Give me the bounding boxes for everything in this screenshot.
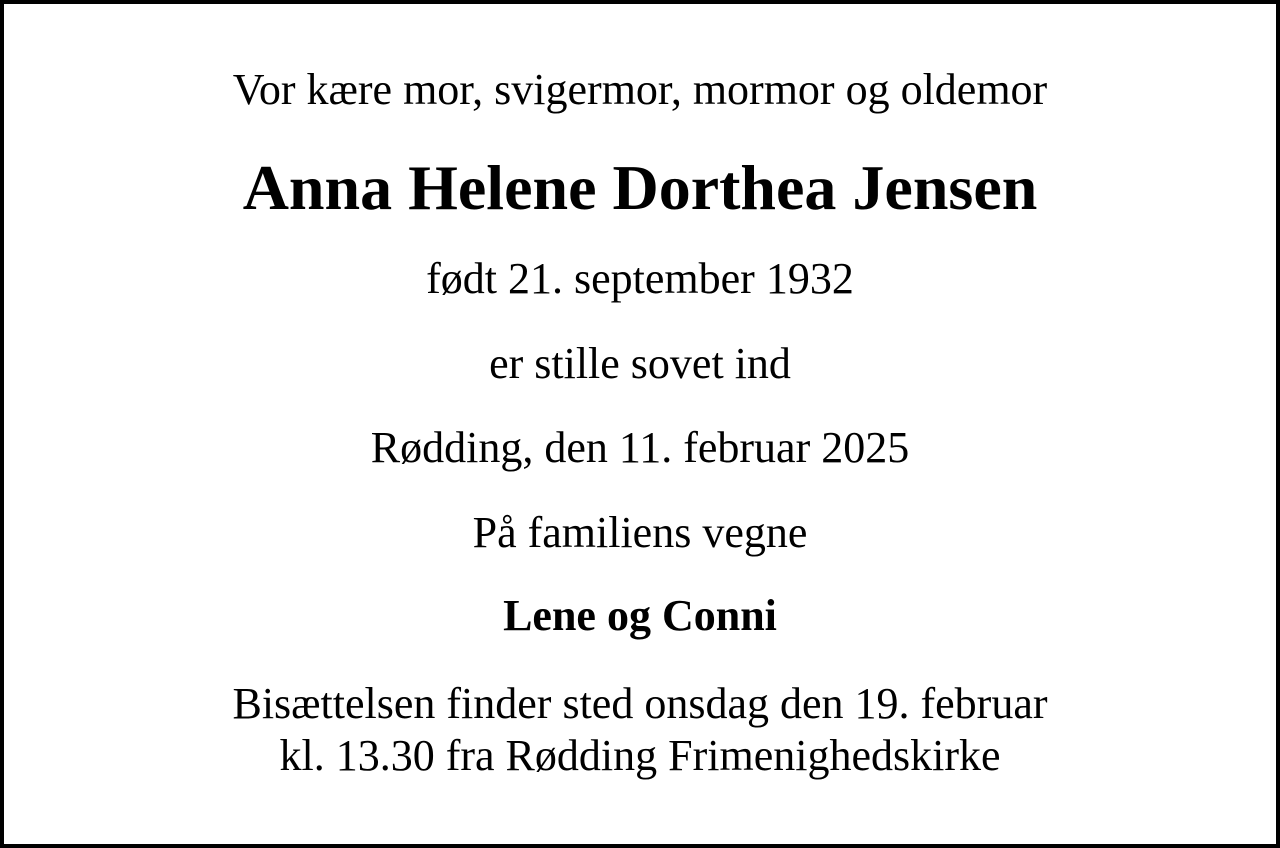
place-date-text: Rødding, den 11. februar 2025 [370, 423, 910, 472]
funeral-line-2: kl. 13.30 fra Rødding Frimenighedskirke [279, 730, 1001, 780]
deceased-name: Anna Helene Dorthea Jensen [242, 152, 1038, 223]
birth-date-text: født 21. september 1932 [426, 254, 854, 303]
passed-away-text: er stille sovet ind [489, 339, 791, 388]
on-behalf-text: På familiens vegne [472, 508, 808, 557]
funeral-line-1: Bisættelsen finder sted onsdag den 19. februar [232, 679, 1048, 728]
signers-text: Lene og Conni [503, 591, 777, 640]
intro-text: Vor kære mor, svigermor, mormor og oldemor [232, 65, 1048, 114]
funeral-info [4, 678, 1276, 782]
